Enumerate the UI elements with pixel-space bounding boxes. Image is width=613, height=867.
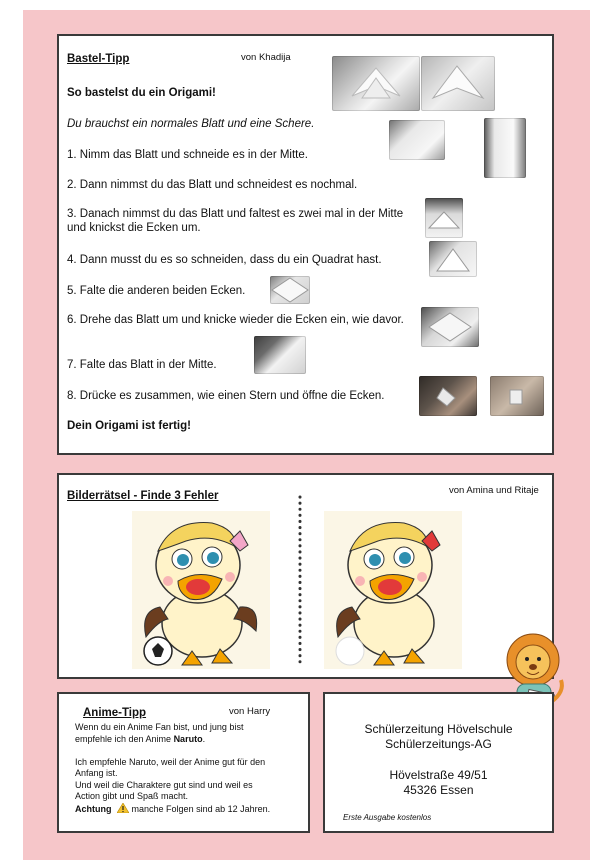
anime-p1-line2 [75, 734, 307, 746]
origami-photo-step-6 [421, 307, 479, 347]
origami-photo-step-2 [484, 118, 526, 178]
raetsel-author: von Amina und Ritaje [449, 485, 539, 496]
anime-p1-post: . [202, 733, 206, 744]
origami-photo-step-7 [254, 336, 306, 374]
anime-text-block [75, 722, 307, 815]
impressum-box [323, 692, 554, 833]
anime-author: von Harry [229, 706, 271, 717]
bastel-author: von Khadija [241, 52, 291, 63]
anime-p2-line2: Anfang ist. [75, 768, 118, 778]
origami-photo-step-1 [389, 120, 445, 160]
anime-warning-label: Achtung [75, 803, 112, 814]
bastel-step-1: 1. Nimm das Blatt und schneide es in der Mitte. [67, 149, 308, 161]
bastel-step-4: 4. Dann musst du es so schneiden, dass du ein Quadrat hast. [67, 254, 382, 266]
anime-p2-line3: Und weil die Charaktere gut sind und weil es [75, 779, 253, 790]
anime-p2-line1: Ich empfehle Naruto, weil der Anime gut für den [75, 756, 266, 767]
anime-p1-pre: empfehle ich den Anime [75, 733, 174, 744]
bastel-materials: Du brauchst ein normales Blatt und eine Schere. [67, 118, 315, 130]
anime-p2-line4: Action gibt und Spaß macht. [75, 791, 189, 801]
bastel-step-8: 8. Drücke es zusammen, wie einen Stern und öffne die Ecken. [67, 390, 385, 402]
bastel-heading: So bastelst du ein Origami! [67, 87, 216, 99]
impressum-line1: Schülerzeitung Hövelschule [364, 722, 513, 736]
anime-warning-text: manche Folgen sind ab 12 Jahren. [131, 803, 271, 814]
bastel-tipp-box [57, 34, 554, 455]
duck-image-modified [324, 511, 462, 669]
anime-tipp-box [57, 692, 310, 833]
anime-title: Anime-Tipp [83, 707, 147, 719]
origami-photo-step-3b [429, 241, 477, 277]
anime-naruto: Naruto [173, 733, 203, 744]
impressum-city: 45326 Essen [403, 783, 474, 797]
impressum-line2: Schülerzeitungs-AG [385, 737, 492, 751]
origami-photo-step-5 [270, 276, 310, 304]
origami-photo-final-1 [332, 56, 420, 111]
bastel-title: Bastel-Tipp [67, 53, 130, 65]
raetsel-title: Bilderrätsel - Finde 3 Fehler [67, 490, 219, 502]
bastel-step-6: 6. Drehe das Blatt um und knicke wieder die Ecken ein, wie davor. [67, 314, 404, 326]
origami-photo-final-2 [421, 56, 495, 111]
duck-image-original [132, 511, 270, 669]
bastel-step-5: 5. Falte die anderen beiden Ecken. [67, 285, 246, 297]
anime-p1-line1: Wenn du ein Anime Fan bist, und jung bist [75, 722, 244, 732]
origami-photo-step-8b [490, 376, 544, 416]
bastel-step-3: 3. Danach nimmst du das Blatt und faltest es zwei mal in der Mitte und knickst die Ecken um. [67, 208, 404, 234]
anime-warning [75, 803, 307, 816]
impressum-note: Erste Ausgabe kostenlos [343, 813, 432, 822]
warning-icon [117, 803, 129, 813]
bastel-step-7: 7. Falte das Blatt in der Mitte. [67, 359, 217, 371]
puzzle-divider [297, 495, 303, 665]
bastel-closing: Dein Origami ist fertig! [67, 420, 191, 432]
origami-photo-step-8a [419, 376, 477, 416]
bastel-step-2: 2. Dann nimmst du das Blatt und schneidest es nochmal. [67, 179, 358, 191]
impressum-street: Hövelstraße 49/51 [389, 768, 488, 782]
bilderraetsel-box [57, 473, 554, 679]
origami-photo-step-3a [425, 198, 463, 238]
